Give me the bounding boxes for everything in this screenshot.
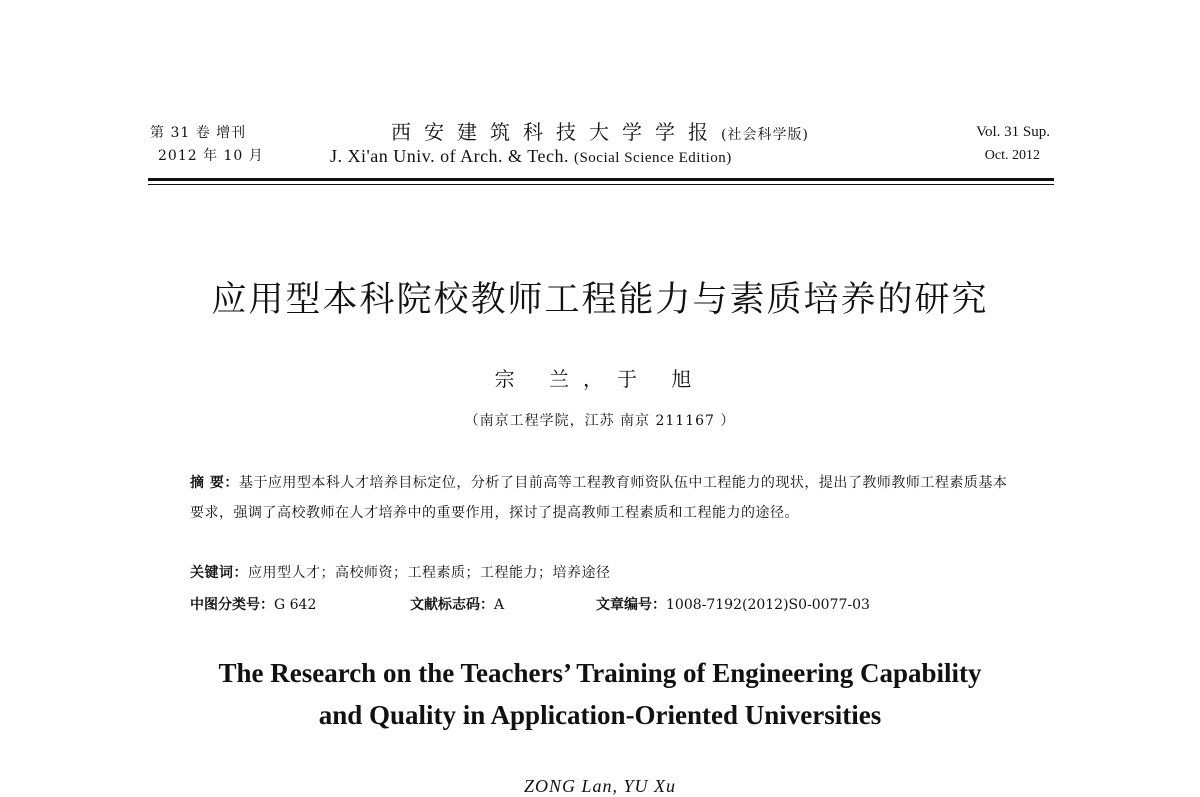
clc-value: G 642 bbox=[274, 597, 317, 613]
keywords-cn bbox=[190, 562, 611, 582]
article-title-cn: 应用型本科院校教师工程能力与素质培养的研究 bbox=[211, 280, 989, 320]
affiliation-cn: （南京工程学院，江苏 南京 211167 ） bbox=[464, 413, 736, 429]
doc-code-label: 文献标志码： bbox=[410, 597, 494, 613]
volume-issue-cn: 第 31 卷 增刊 bbox=[150, 125, 247, 141]
publication-date-cn: 2012 年 10 月 bbox=[158, 148, 264, 164]
article-number bbox=[596, 594, 870, 614]
title-en-line-1: The Research on the Teachers’ Training of Engineering Capability bbox=[218, 658, 982, 688]
clc-number bbox=[190, 594, 316, 614]
keywords-text: 应用型人才；高校师资；工程素质；工程能力；培养途径 bbox=[248, 565, 611, 581]
abstract-label: 摘 要： bbox=[190, 475, 239, 491]
article-no-value: 1008-7192(2012)S0-0077-03 bbox=[666, 597, 870, 613]
authors-cn: 宗 兰，于 旭 bbox=[494, 367, 706, 391]
authors-en: ZONG Lan, YU Xu bbox=[523, 776, 677, 796]
volume-issue-en: Vol. 31 Sup. bbox=[976, 124, 1050, 140]
journal-name-en: J. Xi'an Univ. of Arch. & Tech. bbox=[330, 146, 569, 166]
journal-name-cn: 西安建筑科技大学学报 bbox=[391, 120, 722, 144]
clc-label: 中图分类号： bbox=[190, 597, 274, 613]
abstract-text: 基于应用型本科人才培养目标定位，分析了目前高等工程教育师资队伍中工程能力的现状，提出了教师教师工程素质基本要求，强调了高校教师在人才培养中的重要作用，探讨了提高教师工程素质和工程能力的途径。 bbox=[190, 475, 1008, 521]
journal-title-cn bbox=[330, 116, 870, 145]
publication-date-en: Oct. 2012 bbox=[984, 148, 1040, 163]
header-rule-thick bbox=[148, 178, 1054, 181]
doc-code-value: A bbox=[494, 597, 505, 613]
document-code bbox=[410, 594, 504, 614]
title-en-line-2: and Quality in Application-Oriented Universities bbox=[318, 700, 882, 730]
keywords-label: 关键词： bbox=[190, 565, 248, 581]
header-rule-thin bbox=[148, 184, 1054, 185]
journal-edition-cn: (社会科学版) bbox=[721, 127, 809, 143]
journal-title-en bbox=[330, 146, 910, 167]
article-no-label: 文章编号： bbox=[596, 597, 666, 613]
abstract-cn bbox=[190, 468, 1020, 528]
article-title-en bbox=[100, 652, 1100, 736]
journal-edition-en: (Social Science Edition) bbox=[573, 150, 732, 166]
